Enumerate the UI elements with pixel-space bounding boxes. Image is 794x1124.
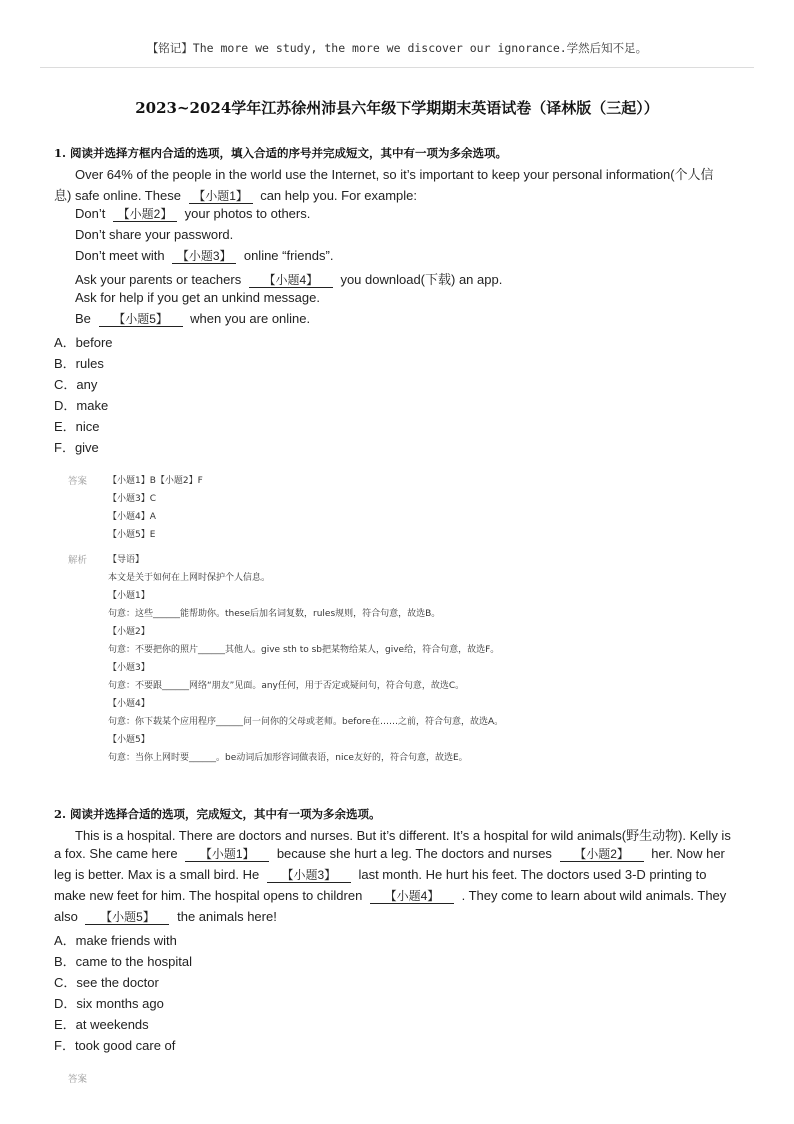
- header-divider: [40, 67, 754, 68]
- q2-option-a: A．make friends with: [54, 933, 177, 948]
- q2-text: make new feet for him. The hospital opens to children: [54, 888, 363, 903]
- q1-option-e: E．nice: [54, 419, 100, 434]
- q1-text: Ask for help if you get an unkind message.: [75, 290, 320, 305]
- q1-analysis-line: 【导语】: [108, 555, 145, 565]
- q1-answer-label: 答案: [68, 476, 88, 487]
- q2-line-2: [54, 846, 725, 862]
- q1-text: Don’t: [75, 206, 106, 221]
- q1-analysis-line: 句意：不要跟______网络“朋友”见面。any任何，用于否定或疑问句，符合句意，故选C。: [108, 681, 465, 691]
- q1-text: Be: [75, 311, 91, 326]
- q1-answer-line: 【小题3】C: [108, 494, 157, 504]
- q2-text: a fox. She came here: [54, 846, 178, 861]
- q1-line-5: [75, 248, 333, 264]
- q1-text: when you are online.: [190, 311, 311, 326]
- q1-option-f: F．give: [54, 440, 99, 455]
- q1-text: you download(下载) an app.: [340, 272, 503, 287]
- exam-title: 2023~2024学年江苏徐州沛县六年级下学期期末英语试卷（译林版（三起））: [135, 99, 659, 117]
- q1-blank-3[interactable]: 【小题3】: [172, 249, 236, 264]
- q1-text: Ask your parents or teachers: [75, 272, 242, 287]
- q1-text: Don’t meet with: [75, 248, 165, 263]
- q2-text: . They come to learn about wild animals. They: [461, 888, 727, 903]
- q2-line-4: [54, 888, 726, 904]
- q1-line-7: [75, 290, 320, 305]
- q1-line-8: [75, 311, 310, 327]
- q1-text: 息) safe online. These: [54, 188, 181, 203]
- q2-text: last month. He hurt his feet. The doctors used 3-D printing to: [358, 867, 707, 882]
- q2-line-1: [75, 825, 731, 844]
- q2-blank-2[interactable]: 【小题2】: [560, 847, 644, 862]
- q1-analysis-line: 【小题3】: [108, 663, 150, 673]
- q1-line-2: [54, 185, 417, 204]
- q1-option-d: D．make: [54, 398, 109, 413]
- page-motto: 【铭记】The more we study, the more we discover our ignorance.学然后知不足。: [146, 41, 648, 55]
- q1-analysis-label: 解析: [68, 555, 88, 566]
- q2-line-5: [54, 909, 277, 925]
- q2-heading: 2. 阅读并选择合适的选项，完成短文，其中有一项为多余选项。: [54, 807, 381, 821]
- q2-option-b: B．came to the hospital: [54, 954, 193, 969]
- q1-analysis-line: 【小题2】: [108, 627, 150, 637]
- q1-analysis-line: 句意：这些______能帮助你。these后加名词复数，rules规则，符合句意，故选B。: [108, 609, 441, 619]
- q1-analysis-line: 本文是关于如何在上网时保护个人信息。: [108, 573, 271, 583]
- q2-line-3: [54, 867, 707, 883]
- q1-text: Over 64% of the people in the world use the Internet, so it’s important to keep your personal information(个人信: [75, 167, 714, 182]
- q1-answer-line: 【小题4】A: [108, 512, 156, 522]
- q2-answer-label: 答案: [68, 1074, 88, 1085]
- q1-blank-5[interactable]: 【小题5】: [99, 312, 183, 327]
- q2-blank-5[interactable]: 【小题5】: [85, 910, 169, 925]
- q2-option-f: F．took good care of: [54, 1038, 176, 1053]
- q2-text: the animals here!: [177, 909, 277, 924]
- q1-blank-4[interactable]: 【小题4】: [249, 273, 333, 288]
- q1-text: Don’t share your password.: [75, 227, 234, 242]
- q1-text: online “friends”.: [243, 248, 334, 263]
- q1-option-a: A．before: [54, 335, 113, 350]
- q2-text: her. Now her: [651, 846, 725, 861]
- q2-text: because she hurt a leg. The doctors and nurses: [276, 846, 552, 861]
- q1-line-6: [75, 269, 502, 288]
- q1-line-3: [75, 206, 310, 222]
- q1-analysis-line: 【小题4】: [108, 699, 150, 709]
- q2-text: also: [54, 909, 78, 924]
- q2-option-e: E．at weekends: [54, 1017, 149, 1032]
- q1-line-1: [75, 164, 714, 183]
- q1-analysis-line: 句意：不要把你的照片______其他人。give sth to sb把某物给某人，give给，符合句意，故选F。: [108, 645, 500, 655]
- q1-text: can help you. For example:: [260, 188, 418, 203]
- q1-analysis-line: 句意：你下载某个应用程序______问一问你的父母或老师。before在……之前，符合句意，故选A。: [108, 717, 504, 727]
- q2-text: leg is better. Max is a small bird. He: [54, 867, 260, 882]
- q1-heading: 1. 阅读并选择方框内合适的选项，填入合适的序号并完成短文，其中有一项为多余选项。: [54, 146, 508, 160]
- q2-blank-3[interactable]: 【小题3】: [267, 868, 351, 883]
- q2-blank-1[interactable]: 【小题1】: [185, 847, 269, 862]
- q1-analysis-line: 句意：当你上网时要______。be动词后加形容词做表语，nice友好的，符合句意，故选E。: [108, 753, 468, 763]
- q2-blank-4[interactable]: 【小题4】: [370, 889, 454, 904]
- q1-blank-2[interactable]: 【小题2】: [113, 207, 177, 222]
- q2-text: This is a hospital. There are doctors and nurses. But it’s different. It’s a hospital for wild animals(野生动物). Kelly is: [75, 828, 731, 843]
- q1-option-c: C．any: [54, 377, 98, 392]
- q2-option-c: C．see the doctor: [54, 975, 159, 990]
- q1-text: your photos to others.: [184, 206, 311, 221]
- q1-answer-line: 【小题5】E: [108, 530, 156, 540]
- q1-option-b: B．rules: [54, 356, 104, 371]
- q1-analysis-line: 【小题1】: [108, 591, 150, 601]
- q1-blank-1[interactable]: 【小题1】: [189, 189, 253, 204]
- q1-answer-line: 【小题1】B【小题2】F: [108, 476, 203, 486]
- q1-analysis-line: 【小题5】: [108, 735, 150, 745]
- q2-option-d: D．six months ago: [54, 996, 164, 1011]
- q1-line-4: [75, 227, 233, 242]
